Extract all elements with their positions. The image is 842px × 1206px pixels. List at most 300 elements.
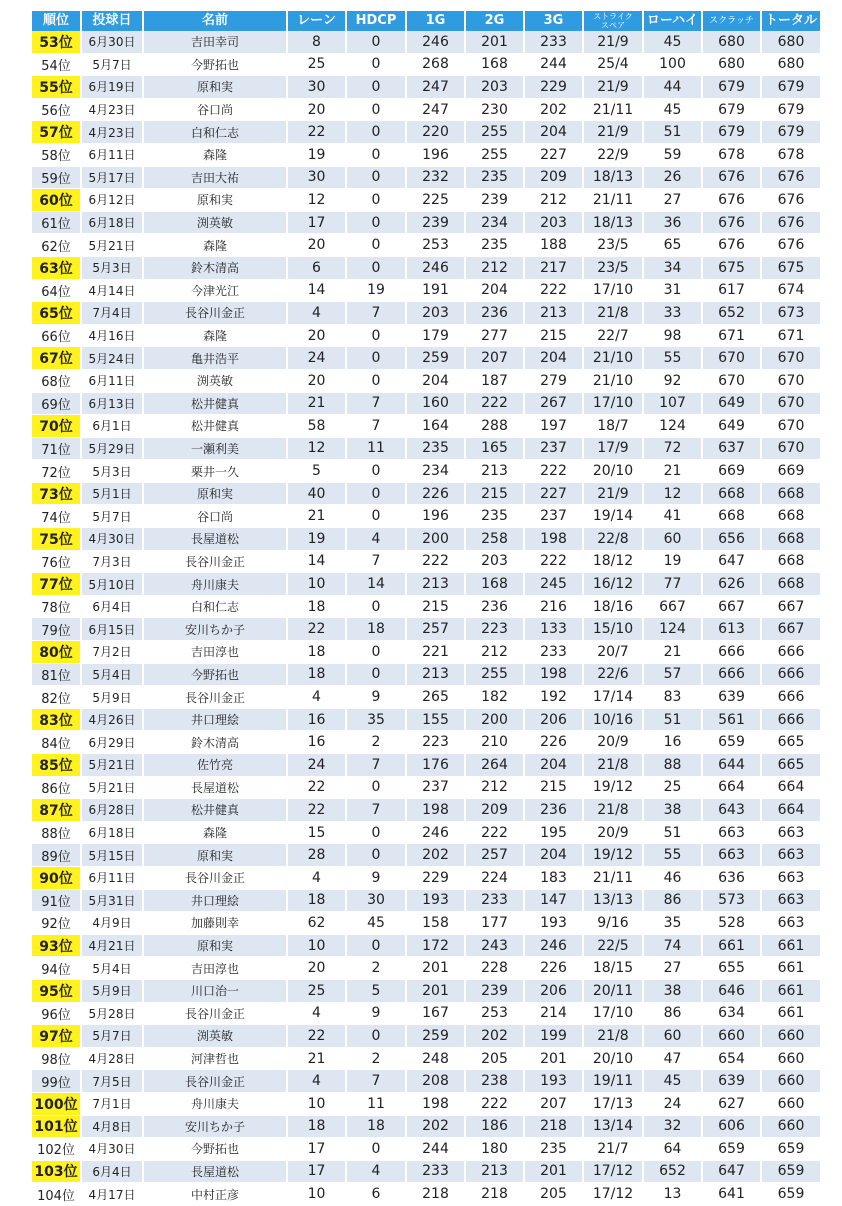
total-cell: 680 [762, 54, 820, 77]
total-cell: 676 [762, 167, 820, 190]
name-cell: 長谷川金正 [144, 867, 286, 890]
date-cell: 5月3日 [82, 460, 142, 483]
total-cell: 663 [762, 844, 820, 867]
hdcp-cell: 45 [347, 912, 405, 935]
game3-cell: 199 [525, 1025, 582, 1048]
lowhigh-cell: 41 [644, 505, 701, 528]
date-cell: 6月18日 [82, 822, 142, 845]
table-row [32, 144, 820, 167]
lane-cell: 62 [288, 912, 345, 935]
table-row [32, 822, 820, 845]
game1-cell: 246 [407, 31, 464, 54]
table-row [32, 935, 820, 958]
hdcp-cell: 5 [347, 980, 405, 1003]
game3-cell: 195 [525, 822, 582, 845]
game1-cell: 208 [407, 1070, 464, 1093]
name-cell: 今野拓也 [144, 1138, 286, 1161]
date-cell: 7月5日 [82, 1070, 142, 1093]
table-row [32, 167, 820, 190]
col-header-date: 投球日 [82, 11, 142, 31]
lowhigh-cell: 55 [644, 347, 701, 370]
game1-cell: 229 [407, 867, 464, 890]
rank-cell: 55位 [32, 76, 80, 99]
table-row [32, 121, 820, 144]
lowhigh-cell: 124 [644, 618, 701, 641]
lowhigh-cell: 26 [644, 167, 701, 190]
scratch-cell: 664 [703, 777, 760, 800]
game2-cell: 239 [466, 189, 523, 212]
lane-cell: 15 [288, 822, 345, 845]
total-cell: 670 [762, 438, 820, 461]
game1-cell: 218 [407, 1183, 464, 1206]
game2-cell: 201 [466, 31, 523, 54]
game2-cell: 180 [466, 1138, 523, 1161]
strike-spare-cell: 21/7 [584, 1138, 642, 1161]
game3-cell: 237 [525, 438, 582, 461]
game3-cell: 216 [525, 596, 582, 619]
lowhigh-cell: 33 [644, 302, 701, 325]
lowhigh-cell: 19 [644, 551, 701, 574]
table-row [32, 325, 820, 348]
game2-cell: 255 [466, 664, 523, 687]
scratch-cell: 660 [703, 1025, 760, 1048]
rank-cell: 86位 [32, 777, 80, 800]
game1-cell: 204 [407, 370, 464, 393]
lane-cell: 18 [288, 664, 345, 687]
name-cell: 原和実 [144, 189, 286, 212]
scratch-cell: 649 [703, 393, 760, 416]
total-cell: 678 [762, 144, 820, 167]
rank-cell: 53位 [32, 31, 80, 54]
lane-cell: 40 [288, 483, 345, 506]
table-row [32, 709, 820, 732]
strike-spare-cell: 13/14 [584, 1116, 642, 1139]
lowhigh-cell: 35 [644, 912, 701, 935]
lane-cell: 6 [288, 257, 345, 280]
lane-cell: 4 [288, 1003, 345, 1026]
rank-cell: 80位 [32, 641, 80, 664]
date-cell: 4月30日 [82, 1138, 142, 1161]
scratch-cell: 663 [703, 844, 760, 867]
total-cell: 660 [762, 1025, 820, 1048]
rank-cell: 90位 [32, 867, 80, 890]
date-cell: 5月9日 [82, 980, 142, 1003]
hdcp-cell: 0 [347, 844, 405, 867]
game1-cell: 172 [407, 935, 464, 958]
date-cell: 5月24日 [82, 347, 142, 370]
total-cell: 660 [762, 1070, 820, 1093]
game1-cell: 223 [407, 731, 464, 754]
game2-cell: 215 [466, 483, 523, 506]
total-cell: 676 [762, 189, 820, 212]
name-cell: 森隆 [144, 822, 286, 845]
game2-cell: 223 [466, 618, 523, 641]
game3-cell: 197 [525, 415, 582, 438]
name-cell: 森隆 [144, 144, 286, 167]
lane-cell: 21 [288, 505, 345, 528]
table-row [32, 347, 820, 370]
game3-cell: 213 [525, 302, 582, 325]
game3-cell: 236 [525, 799, 582, 822]
rank-cell: 81位 [32, 664, 80, 687]
rank-cell: 68位 [32, 370, 80, 393]
hdcp-cell: 7 [347, 415, 405, 438]
scratch-cell: 655 [703, 957, 760, 980]
rank-cell: 79位 [32, 618, 80, 641]
total-cell: 661 [762, 1003, 820, 1026]
scratch-cell: 679 [703, 121, 760, 144]
lane-cell: 22 [288, 1025, 345, 1048]
date-cell: 4月8日 [82, 1116, 142, 1139]
hdcp-cell: 2 [347, 1048, 405, 1071]
hdcp-cell: 30 [347, 890, 405, 913]
table-row [32, 867, 820, 890]
game3-cell: 133 [525, 618, 582, 641]
ranking-sheet [30, 11, 817, 1206]
strike-spare-cell: 18/13 [584, 212, 642, 235]
game3-cell: 203 [525, 212, 582, 235]
lowhigh-cell: 51 [644, 709, 701, 732]
lowhigh-cell: 47 [644, 1048, 701, 1071]
name-cell: 今野拓也 [144, 54, 286, 77]
date-cell: 4月14日 [82, 280, 142, 303]
name-cell: 川口治一 [144, 980, 286, 1003]
table-row [32, 731, 820, 754]
total-cell: 668 [762, 505, 820, 528]
rank-cell: 62位 [32, 234, 80, 257]
game3-cell: 235 [525, 1138, 582, 1161]
game3-cell: 147 [525, 890, 582, 913]
rank-cell: 70位 [32, 415, 80, 438]
game1-cell: 233 [407, 1161, 464, 1184]
strike-spare-cell: 17/12 [584, 1183, 642, 1206]
lane-cell: 22 [288, 799, 345, 822]
date-cell: 5月15日 [82, 844, 142, 867]
scratch-cell: 613 [703, 618, 760, 641]
lowhigh-cell: 46 [644, 867, 701, 890]
strike-spare-cell: 18/12 [584, 551, 642, 574]
date-cell: 7月1日 [82, 1093, 142, 1116]
rank-cell: 103位 [32, 1161, 80, 1184]
table-row [32, 460, 820, 483]
game2-cell: 212 [466, 777, 523, 800]
rank-cell: 77位 [32, 573, 80, 596]
scratch-cell: 678 [703, 144, 760, 167]
game2-cell: 236 [466, 596, 523, 619]
lane-cell: 24 [288, 754, 345, 777]
game3-cell: 226 [525, 957, 582, 980]
game2-cell: 255 [466, 121, 523, 144]
total-cell: 668 [762, 551, 820, 574]
rank-cell: 95位 [32, 980, 80, 1003]
lane-cell: 28 [288, 844, 345, 867]
scratch-cell: 528 [703, 912, 760, 935]
lane-cell: 17 [288, 212, 345, 235]
total-cell: 663 [762, 890, 820, 913]
lowhigh-cell: 83 [644, 686, 701, 709]
game1-cell: 198 [407, 1093, 464, 1116]
game2-cell: 213 [466, 460, 523, 483]
total-cell: 679 [762, 76, 820, 99]
scratch-cell: 668 [703, 505, 760, 528]
lane-cell: 22 [288, 121, 345, 144]
scratch-cell: 647 [703, 1161, 760, 1184]
game2-cell: 213 [466, 1161, 523, 1184]
game3-cell: 201 [525, 1161, 582, 1184]
lane-cell: 10 [288, 573, 345, 596]
date-cell: 5月21日 [82, 234, 142, 257]
game2-cell: 212 [466, 257, 523, 280]
name-cell: 長谷川金正 [144, 1070, 286, 1093]
lowhigh-cell: 45 [644, 1070, 701, 1093]
scratch-cell: 669 [703, 460, 760, 483]
game1-cell: 196 [407, 144, 464, 167]
lane-cell: 18 [288, 641, 345, 664]
lane-cell: 12 [288, 438, 345, 461]
date-cell: 5月29日 [82, 438, 142, 461]
rank-cell: 54位 [32, 54, 80, 77]
hdcp-cell: 7 [347, 393, 405, 416]
lane-cell: 14 [288, 551, 345, 574]
name-cell: 長谷川金正 [144, 302, 286, 325]
game2-cell: 253 [466, 1003, 523, 1026]
name-cell: 吉田淳也 [144, 641, 286, 664]
scratch-cell: 561 [703, 709, 760, 732]
game1-cell: 247 [407, 99, 464, 122]
lowhigh-cell: 21 [644, 460, 701, 483]
game1-cell: 259 [407, 1025, 464, 1048]
strike-spare-cell: 19/12 [584, 844, 642, 867]
game3-cell: 222 [525, 551, 582, 574]
name-cell: 原和実 [144, 483, 286, 506]
total-cell: 660 [762, 1116, 820, 1139]
hdcp-cell: 0 [347, 505, 405, 528]
date-cell: 5月7日 [82, 505, 142, 528]
strike-spare-cell: 17/10 [584, 393, 642, 416]
game3-cell: 209 [525, 167, 582, 190]
strike-spare-cell: 20/7 [584, 641, 642, 664]
name-cell: 原和実 [144, 935, 286, 958]
strike-spare-cell: 23/5 [584, 257, 642, 280]
game1-cell: 226 [407, 483, 464, 506]
lane-cell: 25 [288, 54, 345, 77]
name-cell: 栗井一久 [144, 460, 286, 483]
strike-label: ストライク [593, 12, 633, 21]
game1-cell: 176 [407, 754, 464, 777]
lane-cell: 12 [288, 189, 345, 212]
total-cell: 670 [762, 415, 820, 438]
total-cell: 671 [762, 325, 820, 348]
lowhigh-cell: 667 [644, 596, 701, 619]
name-cell: 森隆 [144, 234, 286, 257]
scratch-cell: 647 [703, 551, 760, 574]
game1-cell: 201 [407, 980, 464, 1003]
total-cell: 661 [762, 957, 820, 980]
total-cell: 670 [762, 393, 820, 416]
game2-cell: 224 [466, 867, 523, 890]
game1-cell: 202 [407, 1116, 464, 1139]
spare-label: スペア [601, 21, 625, 30]
total-cell: 668 [762, 573, 820, 596]
rank-cell: 66位 [32, 325, 80, 348]
strike-spare-cell: 15/10 [584, 618, 642, 641]
total-cell: 666 [762, 641, 820, 664]
table-row [32, 483, 820, 506]
table-row [32, 1093, 820, 1116]
scratch-cell: 654 [703, 1048, 760, 1071]
total-cell: 664 [762, 799, 820, 822]
table-row [32, 551, 820, 574]
lowhigh-cell: 57 [644, 664, 701, 687]
rank-cell: 104位 [32, 1183, 80, 1206]
lowhigh-cell: 45 [644, 99, 701, 122]
name-cell: 舟川康夫 [144, 573, 286, 596]
strike-spare-cell: 21/8 [584, 302, 642, 325]
rank-cell: 75位 [32, 528, 80, 551]
rank-cell: 59位 [32, 167, 80, 190]
strike-spare-cell: 21/8 [584, 799, 642, 822]
name-cell: 長谷川金正 [144, 686, 286, 709]
date-cell: 4月17日 [82, 1183, 142, 1206]
strike-spare-cell: 21/9 [584, 31, 642, 54]
game2-cell: 209 [466, 799, 523, 822]
date-cell: 6月19日 [82, 76, 142, 99]
col-header-strike-spare [584, 11, 642, 31]
table-row [32, 505, 820, 528]
hdcp-cell: 0 [347, 234, 405, 257]
strike-spare-cell: 17/13 [584, 1093, 642, 1116]
rank-cell: 102位 [32, 1138, 80, 1161]
hdcp-cell: 19 [347, 280, 405, 303]
game3-cell: 222 [525, 460, 582, 483]
lane-cell: 19 [288, 528, 345, 551]
total-cell: 680 [762, 31, 820, 54]
game2-cell: 210 [466, 731, 523, 754]
lane-cell: 18 [288, 890, 345, 913]
lowhigh-cell: 25 [644, 777, 701, 800]
game3-cell: 233 [525, 641, 582, 664]
game2-cell: 239 [466, 980, 523, 1003]
name-cell: 安川ちか子 [144, 618, 286, 641]
col-header-lowhigh: ローハイ [644, 11, 701, 31]
strike-spare-cell: 21/11 [584, 189, 642, 212]
hdcp-cell: 7 [347, 799, 405, 822]
rank-cell: 92位 [32, 912, 80, 935]
name-cell: 森隆 [144, 325, 286, 348]
game3-cell: 237 [525, 505, 582, 528]
lowhigh-cell: 86 [644, 890, 701, 913]
lane-cell: 21 [288, 1048, 345, 1071]
scratch-cell: 676 [703, 234, 760, 257]
col-header-rank: 順位 [32, 11, 80, 31]
strike-spare-cell: 16/12 [584, 573, 642, 596]
game1-cell: 164 [407, 415, 464, 438]
scratch-cell: 641 [703, 1183, 760, 1206]
lowhigh-cell: 100 [644, 54, 701, 77]
rank-cell: 71位 [32, 438, 80, 461]
name-cell: 松井健真 [144, 393, 286, 416]
strike-spare-cell: 21/9 [584, 76, 642, 99]
name-cell: 鈴木清高 [144, 257, 286, 280]
table-row [32, 438, 820, 461]
game2-cell: 234 [466, 212, 523, 235]
name-cell: 白和仁志 [144, 596, 286, 619]
table-row [32, 415, 820, 438]
game1-cell: 213 [407, 664, 464, 687]
name-cell: 吉田淳也 [144, 957, 286, 980]
lowhigh-cell: 12 [644, 483, 701, 506]
hdcp-cell: 0 [347, 76, 405, 99]
strike-spare-cell: 9/16 [584, 912, 642, 935]
game2-cell: 255 [466, 144, 523, 167]
game2-cell: 222 [466, 393, 523, 416]
strike-spare-cell: 17/10 [584, 280, 642, 303]
rank-cell: 73位 [32, 483, 80, 506]
scratch-cell: 670 [703, 347, 760, 370]
game3-cell: 193 [525, 1070, 582, 1093]
game2-cell: 202 [466, 1025, 523, 1048]
game3-cell: 206 [525, 980, 582, 1003]
strike-spare-cell: 10/16 [584, 709, 642, 732]
scratch-cell: 636 [703, 867, 760, 890]
game3-cell: 222 [525, 280, 582, 303]
game3-cell: 201 [525, 1048, 582, 1071]
name-cell: 長屋道松 [144, 1161, 286, 1184]
game2-cell: 203 [466, 76, 523, 99]
name-cell: 渕英敏 [144, 1025, 286, 1048]
game1-cell: 213 [407, 573, 464, 596]
hdcp-cell: 0 [347, 144, 405, 167]
name-cell: 吉田大祐 [144, 167, 286, 190]
game3-cell: 183 [525, 867, 582, 890]
game3-cell: 279 [525, 370, 582, 393]
hdcp-cell: 0 [347, 935, 405, 958]
rank-cell: 87位 [32, 799, 80, 822]
scratch-cell: 675 [703, 257, 760, 280]
lowhigh-cell: 51 [644, 822, 701, 845]
rank-cell: 94位 [32, 957, 80, 980]
date-cell: 5月4日 [82, 957, 142, 980]
game3-cell: 227 [525, 483, 582, 506]
strike-spare-cell: 22/7 [584, 325, 642, 348]
game3-cell: 205 [525, 1183, 582, 1206]
lane-cell: 20 [288, 325, 345, 348]
table-row [32, 54, 820, 77]
table-row [32, 754, 820, 777]
hdcp-cell: 7 [347, 1070, 405, 1093]
rank-cell: 85位 [32, 754, 80, 777]
table-row [32, 596, 820, 619]
scratch-cell: 679 [703, 76, 760, 99]
name-cell: 中村正彦 [144, 1183, 286, 1206]
lowhigh-cell: 16 [644, 731, 701, 754]
hdcp-cell: 0 [347, 460, 405, 483]
scratch-cell: 661 [703, 935, 760, 958]
game1-cell: 203 [407, 302, 464, 325]
strike-spare-cell: 18/7 [584, 415, 642, 438]
lane-cell: 10 [288, 935, 345, 958]
rank-cell: 63位 [32, 257, 80, 280]
strike-spare-cell: 18/15 [584, 957, 642, 980]
col-header-total: トータル [762, 11, 820, 31]
lowhigh-cell: 36 [644, 212, 701, 235]
total-cell: 674 [762, 280, 820, 303]
total-cell: 669 [762, 460, 820, 483]
date-cell: 4月26日 [82, 709, 142, 732]
date-cell: 4月23日 [82, 121, 142, 144]
date-cell: 5月17日 [82, 167, 142, 190]
lowhigh-cell: 124 [644, 415, 701, 438]
